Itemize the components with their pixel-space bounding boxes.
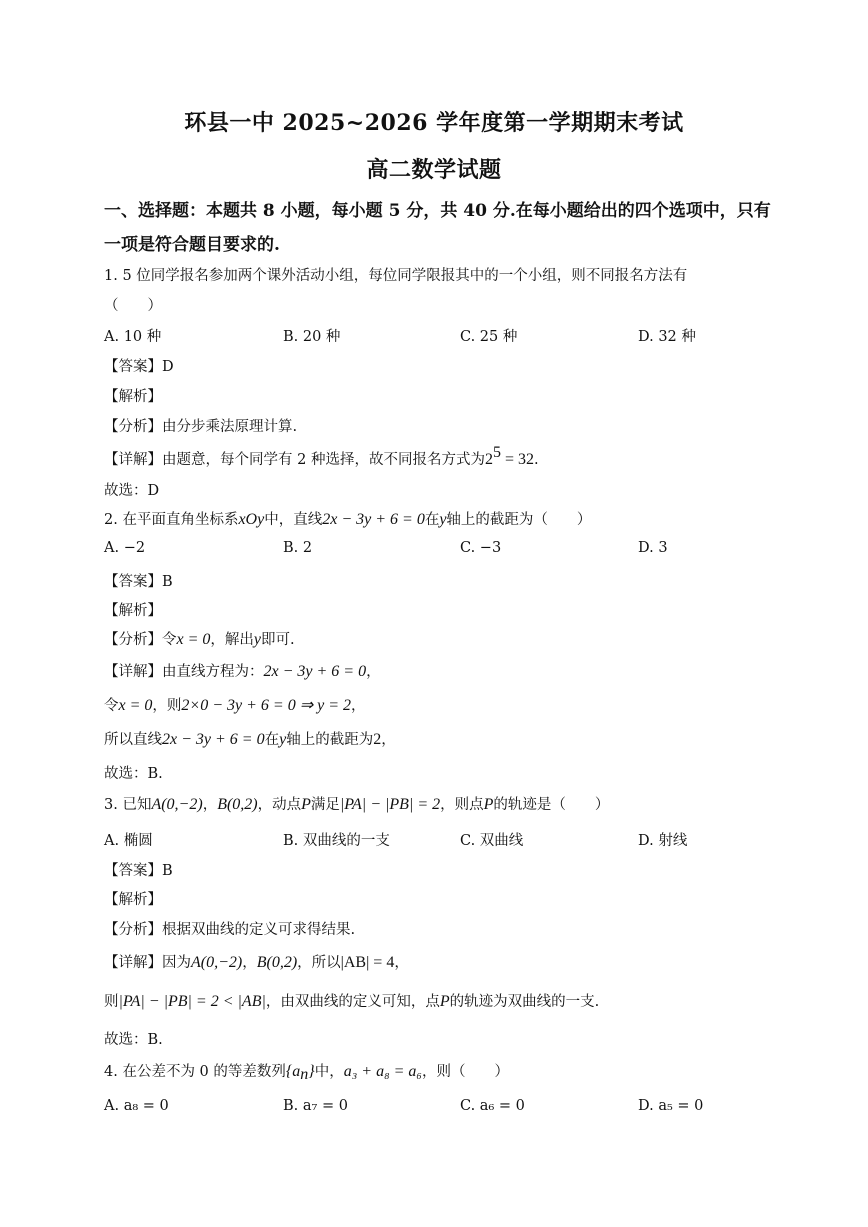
q1-option-a: A. 10 种: [104, 329, 162, 345]
q4-option-d: D. a₅ = 0: [638, 1098, 704, 1114]
q1-stem: 1. 5 位同学报名参加两个课外活动小组，每位同学限报其中的一个小组，则不同报名方法有: [104, 268, 688, 284]
q1-choice: 故选：D: [104, 483, 160, 499]
q2-option-b: B. 2: [283, 540, 313, 556]
q2-fenxi: 【分析】令x = 0，解出y即可.: [104, 631, 295, 648]
section-heading: 一、选择题：本题共 8 小题，每小题 5 分，共 40 分.在每小题给出的四个选项中，只有 一项是符合题目要求的.: [104, 201, 771, 255]
q1-option-b: B. 20 种: [283, 329, 341, 345]
q1-option-d: D. 32 种: [638, 329, 696, 345]
q4-option-c: C. a₆ = 0: [460, 1098, 525, 1114]
q3-choice: 故选：B.: [104, 1032, 163, 1048]
q2-option-c: C. −3: [460, 540, 502, 556]
q3-analysis-label: 【解析】: [104, 892, 162, 908]
q2-step: 令x = 0，则2×0 − 3y + 6 = 0 ⇒ y = 2，: [104, 697, 366, 714]
q4-option-b: B. a₇ = 0: [283, 1098, 348, 1114]
q3-stem: 3. 已知A(0,−2)，B(0,2)，动点P满足|PA| − |PB| = 2，则点P的轨迹是（ ）: [104, 796, 610, 813]
q3-option-a: A. 椭圆: [104, 833, 153, 849]
q2-option-d: D. 3: [638, 540, 668, 556]
q1-answer: 【答案】D: [104, 359, 174, 375]
q2-option-a: A. −2: [104, 540, 146, 556]
q3-option-c: C. 双曲线: [460, 833, 524, 849]
q2-stem: 2. 在平面直角坐标系xOy中，直线2x − 3y + 6 = 0在y轴上的截距为（ ）: [104, 511, 592, 528]
q1-xiangjie: 【详解】由题意，每个同学有 2 种选择，故不同报名方式为$2^5 = 32$.: [104, 444, 539, 468]
q1-option-c: C. 25 种: [460, 329, 518, 345]
q3-answer: 【答案】B: [104, 863, 173, 879]
q3-fenxi: 【分析】根据双曲线的定义可求得结果.: [104, 922, 356, 938]
q2-analysis-label: 【解析】: [104, 603, 162, 619]
q2-xiangjie: 【详解】由直线方程为：2x − 3y + 6 = 0，: [104, 663, 381, 680]
exam-subtitle: 高二数学试题: [366, 157, 502, 183]
q4-stem: 4. 在公差不为 0 的等差数列$\{a_n\}$中，a₃ + a₈ = a₆，则（ ）: [104, 1063, 509, 1083]
q2-conclusion: 所以直线2x − 3y + 6 = 0在y轴上的截距为2，: [104, 731, 396, 748]
q1-analysis-label: 【解析】: [104, 389, 162, 405]
q4-option-a: A. a₈ = 0: [104, 1098, 169, 1114]
q3-option-d: D. 射线: [638, 833, 688, 849]
q3-option-b: B. 双曲线的一支: [283, 833, 390, 849]
q3-xiangjie: 【详解】因为A(0,−2)，B(0,2)，所以|AB| = 4，: [104, 954, 409, 971]
q1-paren: （ ）: [104, 298, 162, 314]
q2-answer: 【答案】B: [104, 574, 173, 590]
q2-choice: 故选：B.: [104, 766, 163, 782]
q1-fenxi: 【分析】由分步乘法原理计算.: [104, 419, 298, 435]
q3-then: 则|PA| − |PB| = 2 < |AB|，由双曲线的定义可知，点P的轨迹为双曲线的一支.: [104, 993, 600, 1010]
exam-title: 环县一中 2025~2026 学年度第一学期期末考试: [184, 110, 684, 136]
